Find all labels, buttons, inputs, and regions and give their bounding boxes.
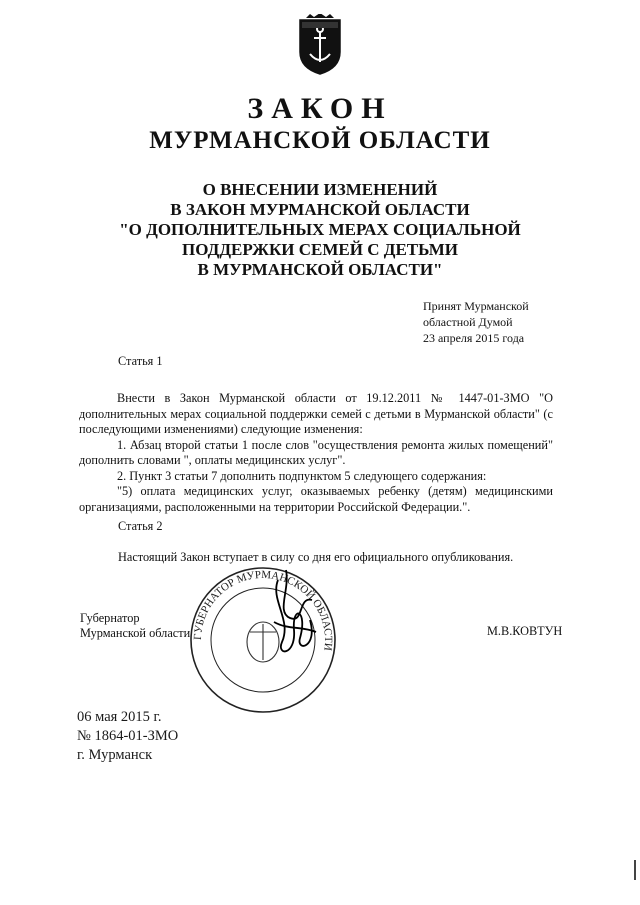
scan-edge-mark: [634, 860, 636, 880]
registration-block: [77, 708, 178, 765]
adoption-line: 23 апреля 2015 года: [423, 331, 525, 345]
subject-line: "О ДОПОЛНИТЕЛЬНЫХ МЕРАХ СОЦИАЛЬНОЙ: [119, 220, 521, 239]
article2-heading: Статья 2: [118, 519, 163, 533]
governor-title-line2: Мурманской области: [80, 626, 191, 640]
subject-line: О ВНЕСЕНИИ ИЗМЕНЕНИЙ: [202, 180, 438, 199]
stamp-text: ГУБЕРНАТОР МУРМАНСКОЙ ОБЛАСТИ: [191, 568, 335, 652]
governor-name: М.В.КОВТУН: [487, 624, 563, 638]
article1-item1: 1. Абзац второй статьи 1 после слов "осуществления ремонта жилых помещений" дополнить словами ", оплаты медицинских услуг".: [79, 437, 553, 467]
article2-text: Настоящий Закон вступает в силу со дня его официального опубликования.: [118, 550, 514, 564]
registration-date: 06 мая 2015 г.: [77, 709, 162, 725]
article1-heading: Статья 1: [118, 354, 163, 368]
article1-intro: Внести в Закон Мурманской области от 19.12.2011 № 1447-01-ЗМО "О дополнительных мерах социальной поддержки семей с детьми в Мурманской области" (с последующими изменениями) следующие изменения:: [79, 391, 553, 436]
article1-body: [79, 391, 553, 515]
adoption-line: областной Думой: [423, 315, 513, 329]
governor-title: [80, 611, 190, 641]
seal-stamp: [178, 560, 348, 720]
coat-of-arms-icon: [296, 14, 344, 76]
law-title: ЗАКОН: [247, 92, 393, 125]
governor-title-line1: Губернатор: [80, 611, 140, 625]
adoption-note: [423, 298, 529, 346]
law-subject: [90, 180, 550, 280]
adoption-line: Принят Мурманской: [423, 299, 529, 313]
registration-number: № 1864-01-ЗМО: [77, 728, 179, 744]
article1-item2-text: "5) оплата медицинских услуг, оказываемых ребенку (детям) медицинскими организациями, расположенными на территории Российской Федерации.".: [79, 484, 553, 514]
subject-line: ПОДДЕРЖКИ СЕМЕЙ С ДЕТЬМИ: [182, 240, 458, 259]
subject-line: В МУРМАНСКОЙ ОБЛАСТИ": [197, 260, 443, 279]
article1-item2: 2. Пункт 3 статьи 7 дополнить подпунктом 5 следующего содержания:: [117, 468, 487, 483]
region-title: МУРМАНСКОЙ ОБЛАСТИ: [149, 127, 491, 154]
registration-city: г. Мурманск: [77, 747, 153, 763]
subject-line: В ЗАКОН МУРМАНСКОЙ ОБЛАСТИ: [170, 200, 470, 219]
